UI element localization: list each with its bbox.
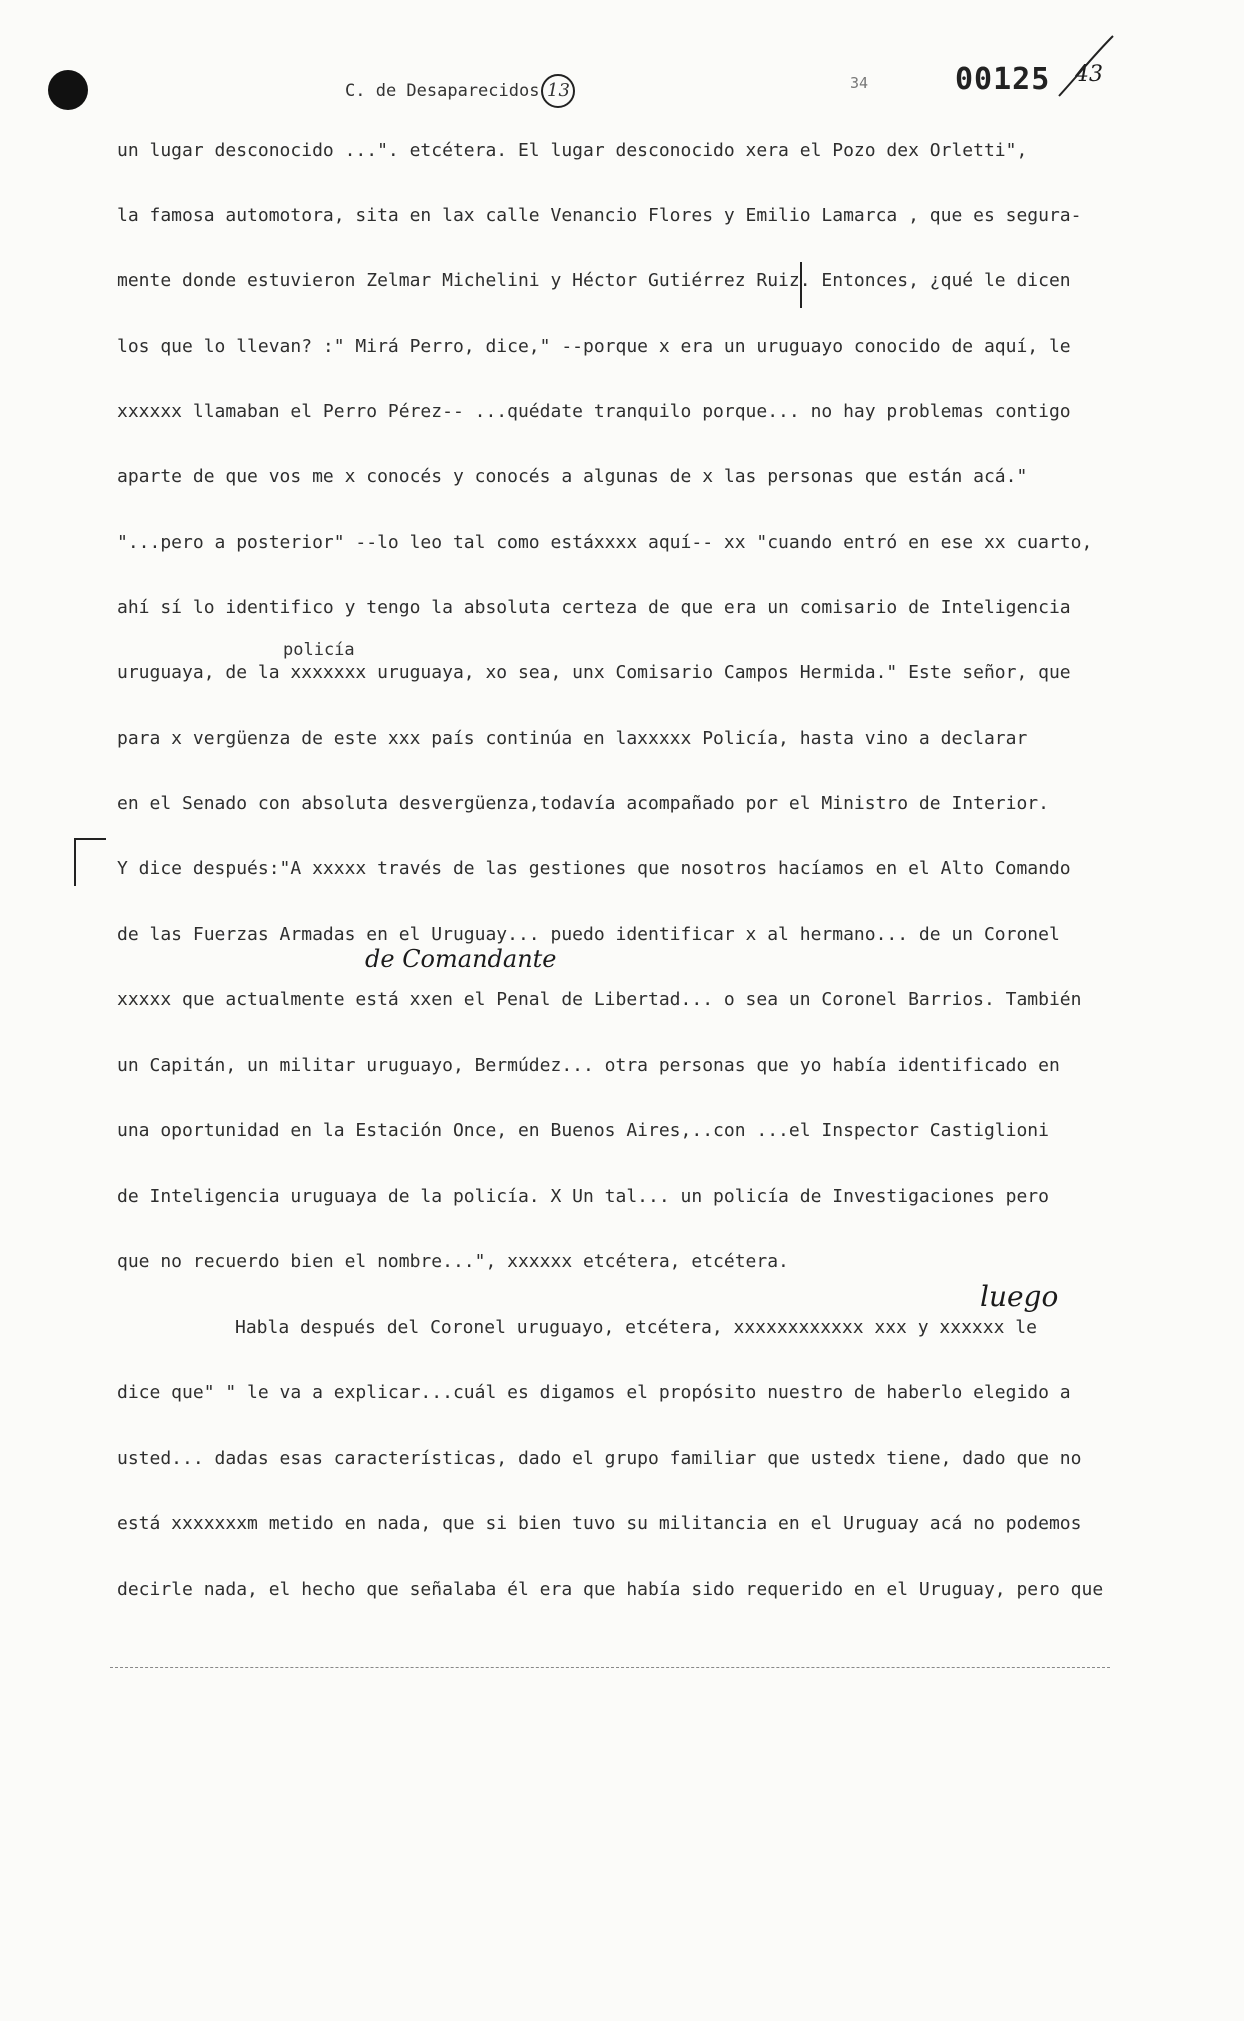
text-line-8: ahí sí lo identifico y tengo la absoluta certeza de que era un comisario de Inteligencia bbox=[117, 597, 1071, 618]
page-number: 34 bbox=[850, 74, 869, 92]
text-line-16: una oportunidad en la Estación Once, en Buenos Aires,..con ...el Inspector Castiglioni bbox=[117, 1120, 1049, 1141]
handwritten-annotation-comandante: de Comandante bbox=[365, 945, 557, 973]
text-line-15: un Capitán, un militar uruguayo, Bermúdez... otra personas que yo había identificado en bbox=[117, 1055, 1060, 1076]
page-header-title bbox=[345, 74, 575, 108]
text-line-22: está xxxxxxxm metido en nada, que si bien tuvo su militancia en el Uruguay acá no podemos bbox=[117, 1513, 1082, 1534]
text-line-11: en el Senado con absoluta desvergüenza,todavía acompañado por el Ministro de Interior. bbox=[117, 793, 1049, 814]
header-title-text: C. de Desaparecidos bbox=[345, 81, 540, 101]
document-number: 00125 bbox=[955, 62, 1051, 97]
text-line-1: un lugar desconocido ...". etcétera. El lugar desconocido xera el Pozo dex Orletti", bbox=[117, 140, 1028, 161]
text-line-19: Habla después del Coronel uruguayo, etcétera, xxxxxxxxxxxx xxx y xxxxxx le bbox=[235, 1317, 1037, 1338]
text-line-7: "...pero a posterior" --lo leo tal como estáxxxx aquí-- xx "cuando entró en ese xx cuarto, bbox=[117, 532, 1093, 553]
text-line-5: xxxxxx llamaban el Perro Pérez-- ...quédate tranquilo porque... no hay problemas contigo bbox=[117, 401, 1071, 422]
punch-hole bbox=[48, 70, 88, 110]
text-line-4: los que lo llevan? :" Mirá Perro, dice," --porque x era un uruguayo conocido de aquí, le bbox=[117, 336, 1071, 357]
text-line-2: la famosa automotora, sita en lax calle Venancio Flores y Emilio Lamarca , que es segura- bbox=[117, 205, 1082, 226]
typed-insertion-word: policía bbox=[283, 640, 355, 660]
handwritten-annotation-luego: luego bbox=[980, 1280, 1059, 1313]
handwritten-bracket-small bbox=[800, 262, 820, 308]
text-line-18: que no recuerdo bien el nombre...", xxxxxx etcétera, etcétera. bbox=[117, 1251, 789, 1272]
text-line-21: usted... dadas esas características, dado el grupo familiar que ustedx tiene, dado que no bbox=[117, 1448, 1082, 1469]
text-line-10: para x vergüenza de este xxx país continúa en laxxxxx Policía, hasta vino a declarar bbox=[117, 728, 1028, 749]
text-line-12: Y dice después:"A xxxxx través de las gestiones que nosotros hacíamos en el Alto Comando bbox=[117, 858, 1071, 879]
text-line-6: aparte de que vos me x conocés y conocés a algunas de x las personas que están acá." bbox=[117, 466, 1028, 487]
text-line-13: de las Fuerzas Armadas en el Uruguay... puedo identificar x al hermano... de un Coronel bbox=[117, 924, 1060, 945]
text-line-17: de Inteligencia uruguaya de la policía. X Un tal... un policía de Investigaciones pero bbox=[117, 1186, 1049, 1207]
text-line-3: mente donde estuvieron Zelmar Michelini y Héctor Gutiérrez Ruiz. Entonces, ¿qué le dicen bbox=[117, 270, 1071, 291]
text-line-9: uruguaya, de la xxxxxxx uruguaya, xo sea, unx Comisario Campos Hermida." Este señor, que bbox=[117, 662, 1071, 683]
handwritten-bracket bbox=[74, 838, 106, 886]
circled-number: 13 bbox=[541, 74, 575, 108]
text-line-23: decirle nada, el hecho que señalaba él era que había sido requerido en el Uruguay, pero que bbox=[117, 1579, 1104, 1600]
document-number-handwritten: 43 bbox=[1075, 62, 1103, 87]
handwritten-slash-mark bbox=[1055, 34, 1115, 100]
text-line-20: dice que" " le va a explicar...cuál es digamos el propósito nuestro de haberlo elegido a bbox=[117, 1382, 1071, 1403]
bottom-rule bbox=[110, 1667, 1110, 1668]
text-line-14: xxxxx que actualmente está xxen el Penal de Libertad... o sea un Coronel Barrios. También bbox=[117, 989, 1082, 1010]
